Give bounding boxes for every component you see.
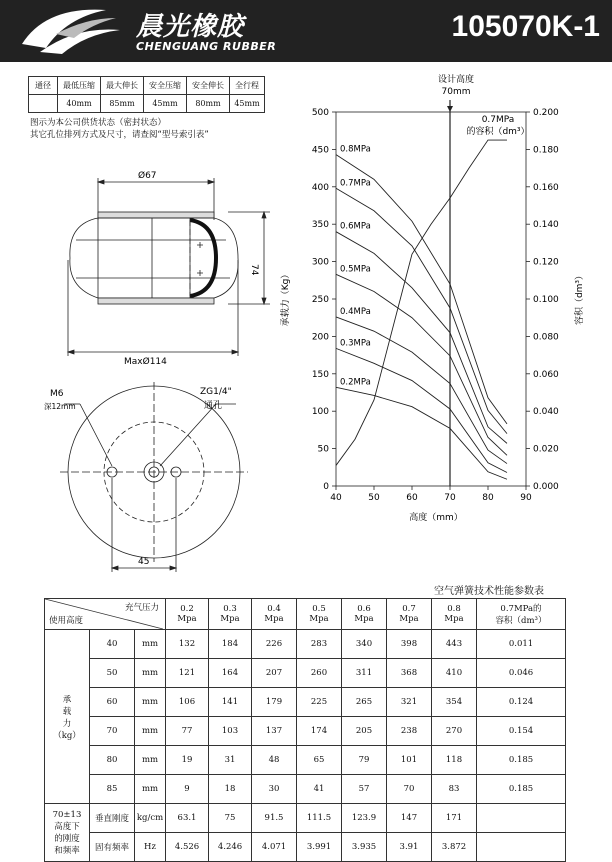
height-cell: 60	[90, 688, 135, 717]
volume-cell: 0.124	[477, 688, 566, 717]
unit-cell: mm	[135, 775, 166, 804]
y2-tick-label: 0.180	[533, 145, 559, 156]
load-cell: 184	[209, 630, 252, 659]
header-bar	[0, 0, 612, 62]
spec-value-cell: 45mm	[144, 95, 187, 113]
metric-cell: 3.872	[432, 833, 477, 862]
design-height-arrow	[447, 106, 453, 112]
load-label-line: 力	[62, 718, 72, 729]
y-axis-label: 承载力（Kg）	[281, 269, 291, 327]
metric-cell: 4.526	[166, 833, 209, 862]
spec-table	[28, 76, 265, 113]
label-zg-hole: 通孔	[204, 401, 223, 411]
load-cell: 340	[342, 630, 387, 659]
spec-value-cell: 40mm	[58, 95, 101, 113]
pressure-header	[209, 599, 252, 630]
y-tick-label: 350	[311, 220, 329, 231]
load-cell: 18	[209, 775, 252, 804]
unit-cell: mm	[135, 630, 166, 659]
pressure-header-line: Mpa	[220, 614, 240, 624]
metric-name: 垂直刚度	[90, 804, 135, 833]
y-tick-label: 400	[311, 182, 329, 193]
load-cell: 443	[432, 630, 477, 659]
frequency-row	[45, 833, 566, 862]
x-tick-label: 80	[482, 493, 494, 503]
design-height-value: 70mm	[441, 87, 471, 97]
load-cell: 41	[297, 775, 342, 804]
pressure-header-line: Mpa	[399, 614, 419, 624]
pressure-header-line: 0.2	[180, 604, 194, 614]
load-cell: 179	[252, 688, 297, 717]
spec-header-cell: 安全压缩	[144, 77, 187, 95]
spec-header-row	[29, 77, 265, 95]
load-label-line: （kg）	[53, 730, 81, 741]
y2-tick-label: 0.100	[533, 295, 559, 305]
perf-corner-cell	[45, 599, 166, 630]
pressure-header-line: 0.7	[402, 604, 416, 614]
load-cell: 30	[252, 775, 297, 804]
x-tick-label: 60	[406, 493, 418, 503]
spec-value-cell	[29, 95, 58, 113]
metric-cell: 4.246	[209, 833, 252, 862]
pressure-header	[166, 599, 209, 630]
pressure-header	[387, 599, 432, 630]
load-cell: 238	[387, 717, 432, 746]
series-label: 0.4MPa	[340, 306, 371, 317]
corner-top-label: 充气压力	[124, 603, 159, 613]
series-line	[336, 274, 507, 455]
load-row	[45, 688, 566, 717]
y2-tick-label: 0.160	[533, 182, 559, 193]
corner-bottom-label: 使用高度	[49, 616, 84, 626]
performance-chart	[270, 70, 590, 530]
load-cell: 19	[166, 746, 209, 775]
load-cell: 410	[432, 659, 477, 688]
unit-cell: mm	[135, 746, 166, 775]
load-cell: 77	[166, 717, 209, 746]
pressure-header	[297, 599, 342, 630]
series-label: 0.8MPa	[340, 144, 371, 155]
volume-label-1: 0.7MPa	[481, 115, 515, 125]
pressure-header-line: 0.5	[312, 604, 326, 614]
pressure-header-line: Mpa	[177, 614, 197, 624]
y-tick-label: 50	[317, 444, 329, 455]
y-tick-label: 150	[311, 369, 329, 380]
series-label: 0.2MPa	[340, 377, 371, 388]
pressure-header	[432, 599, 477, 630]
y-tick-label: 450	[311, 145, 329, 156]
y-tick-label: 100	[311, 407, 329, 418]
dim-hole-spacing: 45	[138, 557, 150, 567]
spec-value-row	[29, 95, 265, 113]
label-zg: ZG1/4"	[200, 387, 232, 397]
volume-cell: 0.046	[477, 659, 566, 688]
pressure-header-line: Mpa	[309, 614, 329, 624]
height-cell: 70	[90, 717, 135, 746]
spec-value-cell: 45mm	[230, 95, 265, 113]
pressure-header	[342, 599, 387, 630]
load-cell: 141	[209, 688, 252, 717]
series-label: 0.3MPa	[340, 338, 371, 349]
metric-cell: 63.1	[166, 804, 209, 833]
load-cell: 174	[297, 717, 342, 746]
brand-name-en: CHENGUANG RUBBER	[136, 40, 277, 53]
label-m6: M6	[50, 389, 64, 399]
load-cell: 205	[342, 717, 387, 746]
volume-header-line: 容积（dm³）	[495, 616, 547, 626]
volume-header	[477, 599, 566, 630]
note-line: 其它孔位排列方式及尺寸，请查阅“型号索引表”	[30, 130, 209, 140]
load-row	[45, 659, 566, 688]
height-cell: 50	[90, 659, 135, 688]
spec-value-cell: 85mm	[101, 95, 144, 113]
y2-tick-label: 0.140	[533, 220, 559, 231]
metric-name: 固有频率	[90, 833, 135, 862]
perf-header-row	[45, 599, 566, 630]
load-cell: 283	[297, 630, 342, 659]
load-cell: 354	[432, 688, 477, 717]
dim-top-diameter: Ø67	[138, 171, 157, 181]
y2-tick-label: 0.080	[533, 332, 559, 343]
load-cell: 70	[387, 775, 432, 804]
load-cell: 270	[432, 717, 477, 746]
load-cell: 137	[252, 717, 297, 746]
note-line: 图示为本公司供货状态（密封状态）	[30, 118, 167, 128]
y-tick-label: 0	[323, 482, 329, 492]
side-view	[68, 178, 270, 356]
design-height-label: 设计高度	[437, 75, 475, 85]
technical-drawing	[40, 160, 270, 580]
pressure-header-line: Mpa	[354, 614, 374, 624]
brand-logo-icon	[16, 4, 126, 58]
series-label: 0.6MPa	[340, 221, 371, 232]
unit-cell: mm	[135, 659, 166, 688]
pressure-header-line: Mpa	[444, 614, 464, 624]
volume-cell: 0.185	[477, 746, 566, 775]
metric-cell: 3.91	[387, 833, 432, 862]
empty-cell	[477, 804, 566, 833]
stiffness-label-line: 和频率	[54, 845, 80, 856]
y2-tick-label: 0.060	[533, 369, 559, 380]
series-label: 0.7MPa	[340, 178, 371, 189]
load-label	[45, 630, 90, 804]
load-row	[45, 775, 566, 804]
load-row	[45, 717, 566, 746]
volume-cell: 0.154	[477, 717, 566, 746]
dim-height: 74	[249, 264, 259, 276]
pressure-header-line: 0.6	[357, 604, 371, 614]
stiffness-row	[45, 804, 566, 833]
load-row	[45, 630, 566, 659]
y2-tick-label: 0.120	[533, 257, 559, 268]
load-cell: 265	[342, 688, 387, 717]
series-label: 0.5MPa	[340, 264, 371, 275]
brand-name-cn: 晨光橡胶	[136, 12, 245, 42]
metric-cell: 91.5	[252, 804, 297, 833]
load-label-line: 承	[62, 694, 72, 705]
pressure-header	[252, 599, 297, 630]
load-cell: 31	[209, 746, 252, 775]
height-cell: 40	[90, 630, 135, 659]
x-tick-label: 50	[368, 493, 380, 503]
performance-table	[44, 598, 566, 862]
load-cell: 83	[432, 775, 477, 804]
load-cell: 398	[387, 630, 432, 659]
y-tick-label: 250	[311, 295, 329, 305]
load-row	[45, 746, 566, 775]
load-cell: 101	[387, 746, 432, 775]
unit-cell: mm	[135, 717, 166, 746]
metric-cell: 3.935	[342, 833, 387, 862]
x-tick-label: 40	[330, 493, 342, 503]
load-cell: 311	[342, 659, 387, 688]
plot-frame	[336, 112, 526, 486]
load-cell: 207	[252, 659, 297, 688]
spec-header-cell: 安全伸长	[187, 77, 230, 95]
spec-header-cell: 最大伸长	[101, 77, 144, 95]
label-m6-depth: 深12mm	[44, 402, 76, 411]
metric-cell: 111.5	[297, 804, 342, 833]
spec-header-cell: 最低压缩	[58, 77, 101, 95]
load-cell: 226	[252, 630, 297, 659]
load-cell: 121	[166, 659, 209, 688]
perf-table-title: 空气弹簧技术性能参数表	[434, 586, 544, 597]
series-line	[336, 387, 507, 479]
metric-cell: 3.991	[297, 833, 342, 862]
dim-max-diameter: MaxØ114	[124, 357, 167, 367]
stiffness-label	[45, 804, 90, 862]
spec-value-cell: 80mm	[187, 95, 230, 113]
height-cell: 85	[90, 775, 135, 804]
y-tick-label: 300	[311, 257, 329, 268]
x-axis-label: 高度（mm）	[409, 513, 463, 523]
load-cell: 103	[209, 717, 252, 746]
load-cell: 79	[342, 746, 387, 775]
spec-header-cell: 通径	[29, 77, 58, 95]
load-cell: 9	[166, 775, 209, 804]
y-tick-label: 200	[311, 332, 329, 343]
x-tick-label: 90	[520, 493, 532, 503]
volume-line	[336, 140, 507, 465]
metric-unit: kg/cm	[135, 804, 166, 833]
volume-cell: 0.011	[477, 630, 566, 659]
y2-tick-label: 0.200	[533, 108, 559, 118]
load-cell: 132	[166, 630, 209, 659]
spec-header-cell: 全行程	[230, 77, 265, 95]
supply-note	[30, 117, 209, 141]
stiffness-label-line: 高度下	[54, 821, 80, 832]
load-label-line: 载	[62, 706, 72, 717]
pressure-header-line: 0.8	[447, 604, 461, 614]
y2-tick-label: 0.020	[533, 444, 559, 455]
pressure-header-line: 0.3	[223, 604, 237, 614]
load-cell: 164	[209, 659, 252, 688]
load-cell: 57	[342, 775, 387, 804]
volume-label-2: 的容积（dm³）	[466, 127, 530, 137]
load-cell: 65	[297, 746, 342, 775]
volume-header-line: 0.7MPa的	[500, 604, 542, 614]
metric-cell: 4.071	[252, 833, 297, 862]
load-cell: 118	[432, 746, 477, 775]
pressure-header-line: Mpa	[264, 614, 284, 624]
load-cell: 321	[387, 688, 432, 717]
empty-cell	[477, 833, 566, 862]
unit-cell: mm	[135, 688, 166, 717]
stiffness-label-line: 70±13	[52, 809, 82, 820]
y2-tick-label: 0.000	[533, 482, 559, 492]
x-tick-label: 70	[444, 493, 456, 503]
load-cell: 48	[252, 746, 297, 775]
load-cell: 225	[297, 688, 342, 717]
metric-cell: 75	[209, 804, 252, 833]
metric-cell: 147	[387, 804, 432, 833]
height-cell: 80	[90, 746, 135, 775]
volume-cell: 0.185	[477, 775, 566, 804]
y2-tick-label: 0.040	[533, 407, 559, 418]
y-tick-label: 500	[311, 108, 329, 118]
pressure-header-line: 0.4	[267, 604, 281, 614]
load-cell: 106	[166, 688, 209, 717]
load-cell: 260	[297, 659, 342, 688]
stiffness-label-line: 的刚度	[54, 833, 80, 844]
metric-unit: Hz	[135, 833, 166, 862]
load-cell: 368	[387, 659, 432, 688]
model-number: 105070K-1	[451, 10, 600, 43]
y2-axis-label: 容积（dm³）	[575, 270, 585, 326]
metric-cell: 171	[432, 804, 477, 833]
metric-cell: 123.9	[342, 804, 387, 833]
